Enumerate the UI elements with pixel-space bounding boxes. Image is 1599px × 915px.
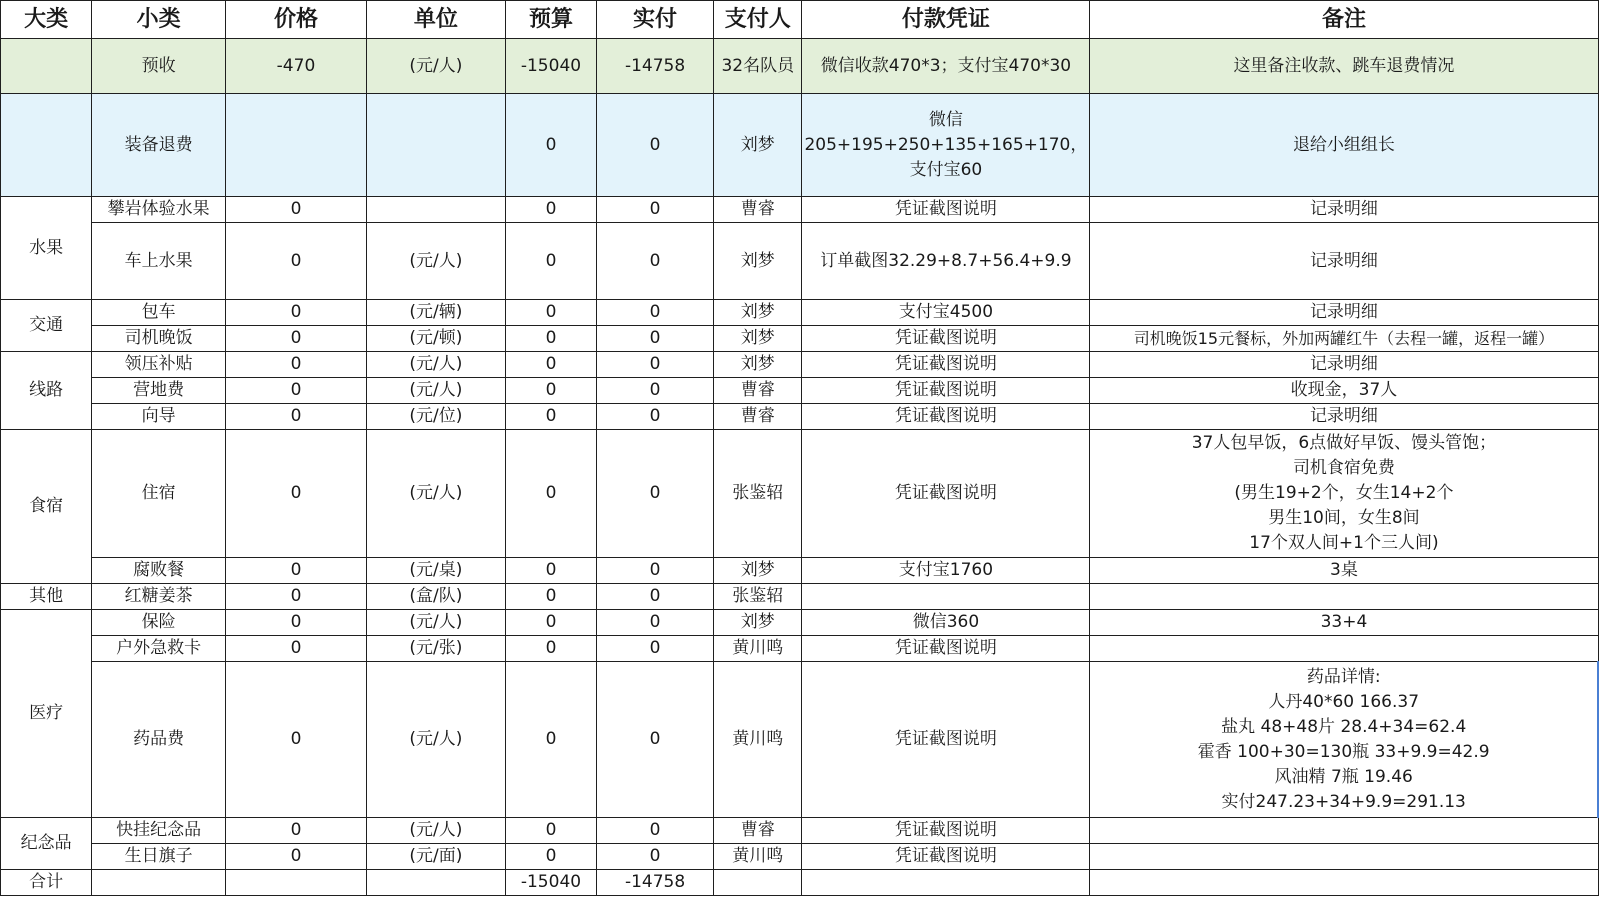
cell-price[interactable]: 0 xyxy=(226,430,367,558)
cell-note[interactable] xyxy=(1090,584,1598,610)
cell-voucher[interactable]: 凭证截图说明 xyxy=(802,352,1090,378)
cell-price[interactable]: 0 xyxy=(226,844,367,870)
cell-voucher[interactable]: 支付宝1760 xyxy=(802,558,1090,584)
cell-sub[interactable]: 药品费 xyxy=(92,662,226,818)
table-row xyxy=(1,197,1599,223)
cell-sub[interactable]: 营地费 xyxy=(92,378,226,404)
cell-voucher[interactable]: 凭证截图说明 xyxy=(802,818,1090,844)
table-row xyxy=(1,94,1599,197)
cell-category[interactable]: 交通 xyxy=(1,300,92,352)
cell-note[interactable]: 这里备注收款、跳车退费情况 xyxy=(1090,39,1598,94)
cell-note[interactable]: 司机晚饭15元餐标，外加两罐红牛（去程一罐，返程一罐） xyxy=(1090,326,1598,352)
cell-paid[interactable]: 0 xyxy=(597,404,714,430)
cell-sub[interactable]: 生日旗子 xyxy=(92,844,226,870)
header-category[interactable]: 大类 xyxy=(1,1,92,39)
cell-price[interactable]: 0 xyxy=(226,818,367,844)
cell-sub[interactable]: 红糖姜茶 xyxy=(92,584,226,610)
cell-unit[interactable]: (元/人) xyxy=(366,352,505,378)
cell-price[interactable]: 0 xyxy=(226,636,367,662)
cell-payer[interactable]: 张鉴轺 xyxy=(714,584,802,610)
cell-paid[interactable]: 0 xyxy=(597,610,714,636)
cell-paid[interactable]: 0 xyxy=(597,662,714,818)
cell-category[interactable]: 医疗 xyxy=(1,610,92,818)
cell-price[interactable] xyxy=(226,870,367,896)
cell-unit[interactable]: (元/人) xyxy=(366,223,505,300)
table-row xyxy=(1,818,1599,844)
cell-unit[interactable]: (元/人) xyxy=(366,430,505,558)
cell-payer[interactable]: 32名队员 xyxy=(714,39,802,94)
table-row xyxy=(1,352,1599,378)
table-row xyxy=(1,326,1599,352)
cell-voucher[interactable] xyxy=(802,870,1090,896)
cell-voucher[interactable]: 凭证截图说明 xyxy=(802,430,1090,558)
cell-category[interactable] xyxy=(1,94,92,197)
cell-category[interactable] xyxy=(1,39,92,94)
cell-budget[interactable]: 0 xyxy=(505,610,596,636)
cell-sub[interactable]: 腐败餐 xyxy=(92,558,226,584)
cell-paid[interactable]: -14758 xyxy=(597,39,714,94)
cell-sub[interactable] xyxy=(92,870,226,896)
cell-unit[interactable]: (元/人) xyxy=(366,818,505,844)
cell-voucher[interactable] xyxy=(802,584,1090,610)
cell-paid[interactable]: 0 xyxy=(597,818,714,844)
table-row xyxy=(1,584,1599,610)
cell-sub[interactable]: 保险 xyxy=(92,610,226,636)
cell-payer[interactable]: 张鉴轺 xyxy=(714,430,802,558)
cell-note[interactable]: 记录明细 xyxy=(1090,197,1598,223)
cell-paid[interactable]: 0 xyxy=(597,430,714,558)
cell-voucher[interactable]: 凭证截图说明 xyxy=(802,378,1090,404)
cell-sub[interactable]: 预收 xyxy=(92,39,226,94)
cell-budget[interactable]: 0 xyxy=(505,378,596,404)
header-note[interactable]: 备注 xyxy=(1090,1,1598,39)
cell-unit[interactable]: (元/面) xyxy=(366,844,505,870)
cell-note[interactable] xyxy=(1090,636,1598,662)
cell-sub[interactable]: 户外急救卡 xyxy=(92,636,226,662)
cell-note[interactable]: 记录明细 xyxy=(1090,404,1598,430)
cell-sub[interactable]: 车上水果 xyxy=(92,223,226,300)
cell-unit[interactable]: (元/人) xyxy=(366,610,505,636)
cell-price[interactable]: 0 xyxy=(226,352,367,378)
cell-note[interactable] xyxy=(1090,870,1598,896)
cell-paid[interactable]: 0 xyxy=(597,584,714,610)
cell-price[interactable]: 0 xyxy=(226,223,367,300)
cell-category[interactable]: 水果 xyxy=(1,197,92,300)
cell-note[interactable]: 记录明细 xyxy=(1090,223,1598,300)
cell-paid[interactable]: 0 xyxy=(597,223,714,300)
cell-price[interactable]: 0 xyxy=(226,610,367,636)
cell-budget[interactable]: 0 xyxy=(505,223,596,300)
cell-budget[interactable]: 0 xyxy=(505,404,596,430)
table-row xyxy=(1,404,1599,430)
cell-paid[interactable]: 0 xyxy=(597,326,714,352)
cell-category[interactable]: 线路 xyxy=(1,352,92,430)
header-subcategory[interactable]: 小类 xyxy=(92,1,226,39)
cell-payer[interactable]: 曹睿 xyxy=(714,818,802,844)
cell-note[interactable] xyxy=(1090,844,1598,870)
cell-unit[interactable] xyxy=(366,94,505,197)
cell-voucher[interactable]: 订单截图32.29+8.7+56.4+9.9 xyxy=(802,223,1090,300)
cell-budget[interactable]: -15040 xyxy=(505,39,596,94)
cell-price[interactable]: 0 xyxy=(226,378,367,404)
cell-voucher[interactable]: 凭证截图说明 xyxy=(802,844,1090,870)
cell-unit[interactable]: (元/辆) xyxy=(366,300,505,326)
cell-note[interactable] xyxy=(1090,818,1598,844)
cell-price[interactable]: 0 xyxy=(226,584,367,610)
cell-budget[interactable]: 0 xyxy=(505,662,596,818)
cell-sub[interactable]: 住宿 xyxy=(92,430,226,558)
cell-total-paid[interactable]: -14758 xyxy=(597,870,714,896)
cell-note[interactable]: 3桌 xyxy=(1090,558,1598,584)
cell-payer[interactable]: 刘梦 xyxy=(714,558,802,584)
cell-payer[interactable]: 刘梦 xyxy=(714,610,802,636)
cell-voucher[interactable]: 凭证截图说明 xyxy=(802,326,1090,352)
cell-voucher[interactable]: 微信360 xyxy=(802,610,1090,636)
cell-unit[interactable]: (元/顿) xyxy=(366,326,505,352)
cell-paid[interactable]: 0 xyxy=(597,378,714,404)
cell-price[interactable]: 0 xyxy=(226,404,367,430)
cell-voucher[interactable]: 凭证截图说明 xyxy=(802,636,1090,662)
cell-paid[interactable]: 0 xyxy=(597,352,714,378)
cell-payer[interactable]: 刘梦 xyxy=(714,352,802,378)
cell-payer[interactable]: 刘梦 xyxy=(714,94,802,197)
cell-sub[interactable]: 快挂纪念品 xyxy=(92,818,226,844)
cell-note[interactable]: 33+4 xyxy=(1090,610,1598,636)
cell-budget[interactable]: 0 xyxy=(505,636,596,662)
table-row xyxy=(1,39,1599,94)
cell-unit[interactable]: (元/张) xyxy=(366,636,505,662)
cell-voucher[interactable]: 支付宝4500 xyxy=(802,300,1090,326)
cell-paid[interactable]: 0 xyxy=(597,197,714,223)
cell-budget[interactable]: 0 xyxy=(505,197,596,223)
cell-budget[interactable]: 0 xyxy=(505,818,596,844)
table-row xyxy=(1,223,1599,300)
cell-unit[interactable] xyxy=(366,870,505,896)
cell-price[interactable]: 0 xyxy=(226,558,367,584)
table-row xyxy=(1,844,1599,870)
cell-total-budget[interactable]: -15040 xyxy=(505,870,596,896)
cell-note[interactable]: 退给小组组长 xyxy=(1090,94,1598,197)
cell-voucher[interactable]: 凭证截图说明 xyxy=(802,404,1090,430)
cell-sub[interactable]: 装备退费 xyxy=(92,94,226,197)
cell-paid[interactable]: 0 xyxy=(597,844,714,870)
table-row xyxy=(1,558,1599,584)
cell-budget[interactable]: 0 xyxy=(505,326,596,352)
cell-voucher[interactable]: 微信收款470*3；支付宝470*30 xyxy=(802,39,1090,94)
cell-paid[interactable]: 0 xyxy=(597,558,714,584)
cell-unit[interactable]: (元/位) xyxy=(366,404,505,430)
cell-payer[interactable]: 刘梦 xyxy=(714,223,802,300)
cell-note[interactable]: 收现金，37人 xyxy=(1090,378,1598,404)
table-row xyxy=(1,610,1599,636)
header-budget[interactable]: 预算 xyxy=(505,1,596,39)
header-voucher[interactable]: 付款凭证 xyxy=(802,1,1090,39)
header-unit[interactable]: 单位 xyxy=(366,1,505,39)
cell-unit[interactable]: (元/人) xyxy=(366,378,505,404)
header-paid[interactable]: 实付 xyxy=(597,1,714,39)
cell-payer[interactable] xyxy=(714,870,802,896)
cell-price[interactable]: 0 xyxy=(226,300,367,326)
cell-sub[interactable]: 司机晚饭 xyxy=(92,326,226,352)
cell-total-label[interactable]: 合计 xyxy=(1,870,92,896)
table-row xyxy=(1,636,1599,662)
cell-budget[interactable]: 0 xyxy=(505,430,596,558)
cell-payer[interactable]: 黄川鸣 xyxy=(714,662,802,818)
cell-price[interactable]: 0 xyxy=(226,662,367,818)
header-price[interactable]: 价格 xyxy=(226,1,367,39)
total-row xyxy=(1,870,1599,896)
cell-budget[interactable]: 0 xyxy=(505,844,596,870)
cell-paid[interactable]: 0 xyxy=(597,94,714,197)
cell-unit[interactable]: (盒/队) xyxy=(366,584,505,610)
cell-budget[interactable]: 0 xyxy=(505,584,596,610)
cell-price[interactable] xyxy=(226,94,367,197)
cell-voucher[interactable]: 微信205+195+250+135+165+170，支付宝60 xyxy=(802,94,1090,197)
cell-unit[interactable]: (元/人) xyxy=(366,39,505,94)
cell-sub[interactable]: 包车 xyxy=(92,300,226,326)
table-row xyxy=(1,378,1599,404)
cell-sub[interactable]: 领压补贴 xyxy=(92,352,226,378)
cell-category[interactable]: 其他 xyxy=(1,584,92,610)
cell-note[interactable]: 记录明细 xyxy=(1090,352,1598,378)
cell-budget[interactable]: 0 xyxy=(505,300,596,326)
cell-voucher[interactable]: 凭证截图说明 xyxy=(802,662,1090,818)
cell-paid[interactable]: 0 xyxy=(597,300,714,326)
cell-payer[interactable]: 黄川鸣 xyxy=(714,844,802,870)
cell-unit[interactable]: (元/人) xyxy=(366,662,505,818)
cell-category[interactable]: 纪念品 xyxy=(1,818,92,870)
cell-note[interactable]: 药品详情: 人丹40*60 166.37 盐丸 48+48片 28.4+34=62.4 霍香 100+30=130瓶 33+9.9=42.9 风油精 7瓶 19.46 实付247.23+34+9.9=291.13 xyxy=(1090,662,1598,818)
cell-budget[interactable]: 0 xyxy=(505,558,596,584)
cell-payer[interactable]: 曹睿 xyxy=(714,378,802,404)
cell-budget[interactable]: 0 xyxy=(505,352,596,378)
cell-voucher[interactable]: 凭证截图说明 xyxy=(802,197,1090,223)
cell-unit[interactable] xyxy=(366,197,505,223)
cell-price[interactable]: 0 xyxy=(226,197,367,223)
table-row xyxy=(1,300,1599,326)
table-row xyxy=(1,662,1599,818)
header-payer[interactable]: 支付人 xyxy=(714,1,802,39)
cell-price[interactable]: 0 xyxy=(226,326,367,352)
cell-category[interactable]: 食宿 xyxy=(1,430,92,584)
cell-payer[interactable]: 刘梦 xyxy=(714,326,802,352)
cell-unit[interactable]: (元/桌) xyxy=(366,558,505,584)
cell-paid[interactable]: 0 xyxy=(597,636,714,662)
table-row xyxy=(1,430,1599,558)
cell-note[interactable]: 37人包早饭，6点做好早饭、馒头管饱； 司机食宿免费 (男生19+2个，女生14+2个 男生10间，女生8间 17个双人间+1个三人间) xyxy=(1090,430,1598,558)
cell-payer[interactable]: 曹睿 xyxy=(714,197,802,223)
cell-payer[interactable]: 黄川鸣 xyxy=(714,636,802,662)
cell-budget[interactable]: 0 xyxy=(505,94,596,197)
cell-sub[interactable]: 攀岩体验水果 xyxy=(92,197,226,223)
cell-price[interactable]: -470 xyxy=(226,39,367,94)
cell-sub[interactable]: 向导 xyxy=(92,404,226,430)
cell-payer[interactable]: 曹睿 xyxy=(714,404,802,430)
cell-note[interactable]: 记录明细 xyxy=(1090,300,1598,326)
cell-payer[interactable]: 刘梦 xyxy=(714,300,802,326)
header-row xyxy=(1,1,1599,39)
